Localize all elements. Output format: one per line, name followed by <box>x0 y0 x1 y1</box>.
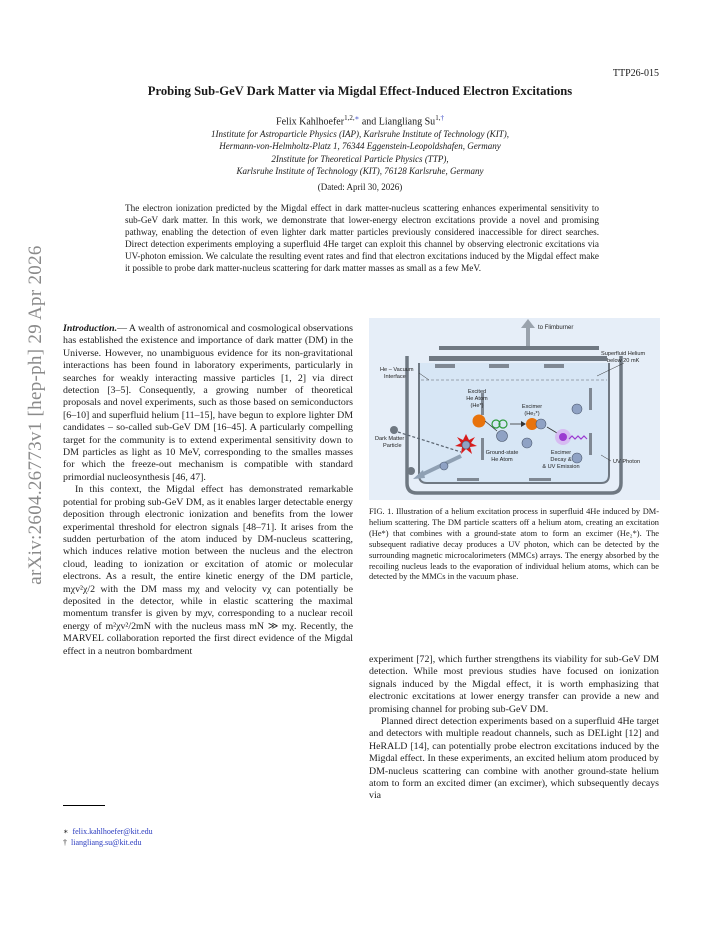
label-ground-state: Ground-state He Atom <box>485 450 519 463</box>
mmc-sensor <box>589 388 592 410</box>
figure-caption: FIG. 1. Illustration of a helium excitation process in superfluid 4He induced by DM-helium scattering. The DM particle scatters off a helium atom, creating an excitation (He*) that combines with a ground-state atom to form an excimer (He₂*). The subsequent radiative decay produces a UV photon, which can be detected by the surrounding magnetic microcalorimeters (MMCs) arrays. The energy absorbed by the recoiling nucleus leads to the evaporation of individual helium atoms, which can be detected by the MMCs in the vacuum phase. <box>369 507 659 582</box>
footnote-rule <box>63 805 105 806</box>
affiliations <box>0 128 720 177</box>
intro-paragraph-2: In this context, the Migdal effect has demonstrated remarkable potential for probing sub-GeV DM, as it enables larger detectable energy deposition through electronic ionization and benefits from the lower experimental threshold for electron signals [48–71]. It arises from the sudden perturbation of the atom induced by DM-nucleus scattering, which induces relative motion between the nucleus and the electron cloud, leading to ionization or excitation of atomic or molecular electrons. As a result, the entire kinetic energy of the DM particle, mχv²χ/2 with the DM mass mχ and velocity vχ can potentially be deposited in the detector, while in elastic scattering the maximal momentum transfer is given by mχv, corresponding to a nuclear recoil energy of m²χv²/2mN with the nucleus mass mN ≫ mχ. Recently, the MARVEL collaboration reported the first direct evidence of the Migdal effect in a neutron bombardment <box>63 484 353 657</box>
footnote: ∗ felix.kahlhoefer@kit.edu <box>63 827 153 836</box>
mmc-sensor <box>457 478 479 481</box>
helium-atom-icon <box>572 404 582 414</box>
email-link[interactable]: felix.kahlhoefer@kit.edu <box>72 827 153 836</box>
helium-atom-icon <box>440 462 448 470</box>
right-column <box>369 654 659 803</box>
label-uv-photon: UV Photon <box>613 459 641 465</box>
affiliation-line: Hermann-von-Helmholtz-Platz 1, 76344 Eggenstein-Leopoldshafen, Germany <box>219 141 501 152</box>
section-heading: Introduction. <box>63 323 118 334</box>
arxiv-stamp: arXiv:2604.26773v1 [hep-ph] 29 Apr 2026 <box>25 245 46 585</box>
helium-atom-icon <box>522 438 532 448</box>
mmc-sensor <box>489 364 509 368</box>
excimer-atom-icon <box>536 419 546 429</box>
figure-1 <box>369 318 660 500</box>
mmc-sensor <box>435 364 455 368</box>
abstract: The electron ionization predicted by the Migdal effect in dark matter-nucleus scattering enhances experimental sensitivity to sub-GeV dark matter. In this work, we demonstrate that lower-energy electron excitations provide a novel and promising pathway, enabling the detection of even lighter dark matter particles previously considered inaccessible for direct searches. Direct detection experiments employing a superfluid 4He target can exploit this channel by observing electronic excitations via UV-photon emission. We calculate the resulting event rates and find that electron excitations induced by the Migdal effect make it possible to probe dark matter-nucleus scattering for dark matter masses as small as a few MeV. <box>125 203 599 273</box>
affiliation-line: 2Institute for Theoretical Particle Physics (TTP), <box>271 153 449 164</box>
label-excited-atom: Excited He Atom (He*) <box>466 389 488 409</box>
label-he-vacuum: He – Vacuum Interface <box>380 367 414 380</box>
helium-atom-icon <box>572 453 582 463</box>
lid-plate <box>429 356 607 361</box>
helium-atom-icon <box>462 441 470 449</box>
mmc-sensor <box>529 478 551 481</box>
email-link[interactable]: liangliang.su@kit.edu <box>71 838 142 847</box>
paragraph: experiment [72], which further strengthens its viability for sub-GeV DM detection. While most previous studies have focused on ionization signals induced by the Migdal effect, it is worth emphasizing that electronic excitations at lower energy transfer can provide a new and promising channel for probing sub-GeV DM. <box>369 654 659 715</box>
decay-core <box>559 433 567 441</box>
dm-particle-icon <box>407 467 415 475</box>
affiliation-line: 1Institute for Astroparticle Physics (IAP), Karlsruhe Institute of Technology (KIT), <box>211 129 509 139</box>
label-to-flimburner: to Flimburner <box>538 325 574 331</box>
report-number: TTP26-015 <box>612 68 659 79</box>
mmc-sensor <box>589 433 592 455</box>
ground-state-atom-icon <box>497 431 508 442</box>
mmc-sensor <box>544 364 564 368</box>
footnote: † liangliang.su@kit.edu <box>63 838 142 847</box>
paper-title: Probing Sub-GeV Dark Matter via Migdal Effect-Induced Electron Excitations <box>147 84 573 98</box>
excited-helium-atom-icon <box>473 415 486 428</box>
label-dm-particle: Dark Matter Particle <box>375 436 405 449</box>
label-excimer-decay: Excimer Decay & & UV Emission <box>542 450 580 470</box>
helium-detector-illustration <box>369 318 660 500</box>
footnotes <box>63 826 153 848</box>
dm-particle-icon <box>390 426 398 434</box>
pipe-arrow <box>526 325 530 347</box>
affiliation-line: Karlsruhe Institute of Technology (KIT), 76128 Karlsruhe, Germany <box>236 165 484 176</box>
lid-top <box>439 346 599 350</box>
paragraph: Planned direct detection experiments based on a superfluid 4He target and detectors with multiple readout channels, such as DELight [12] and HeRALD [14], can potentially probe electron excitations induced by the Migdal effect. In these experiments, an excited helium atom produced by DM-nucleus scattering can combine with another ground-state helium atom to form an excited dimer (an excimer), which subsequently decays via <box>369 716 659 802</box>
mmc-sensor <box>481 438 484 460</box>
date-line: (Dated: April 30, 2026) <box>317 182 403 192</box>
author-list: Felix Kahlhoefer$^{1,2,∗}$ and Liangliang $Su^{1,\dagger}$ <box>276 114 444 128</box>
label-superfluid: Superfluid Helium below 20 mK <box>601 351 646 364</box>
label-excimer: Excimer (He₂*) <box>521 404 543 417</box>
left-column <box>63 323 353 658</box>
intro-paragraph-1: Introduction.— A wealth of astronomical and cosmological observations has established the existence and importance of dark matter (DM) in the Universe. However, no unambiguous evidence for its non-gravitational interactions has been found in laboratory experiments, particularly in searches for weakly interacting massive particles [1, 2] via direct detection [3–5]. Consequently, a growing number of theoretical proposals and novel experiments, such as those based on semiconductors [6–10] and superfluid helium [11–15], have begun to explore lighter DM candidates – so-called sub-GeV DM [16–45]. A particularly compelling target for the community is to extend experimental sensitivity down to DM particles as light as 10 MeV, corresponding to the smalles masses for which the freeze-out mechanism is compatible with standard primordial nucleosynthesis [46, 47]. <box>63 323 353 483</box>
